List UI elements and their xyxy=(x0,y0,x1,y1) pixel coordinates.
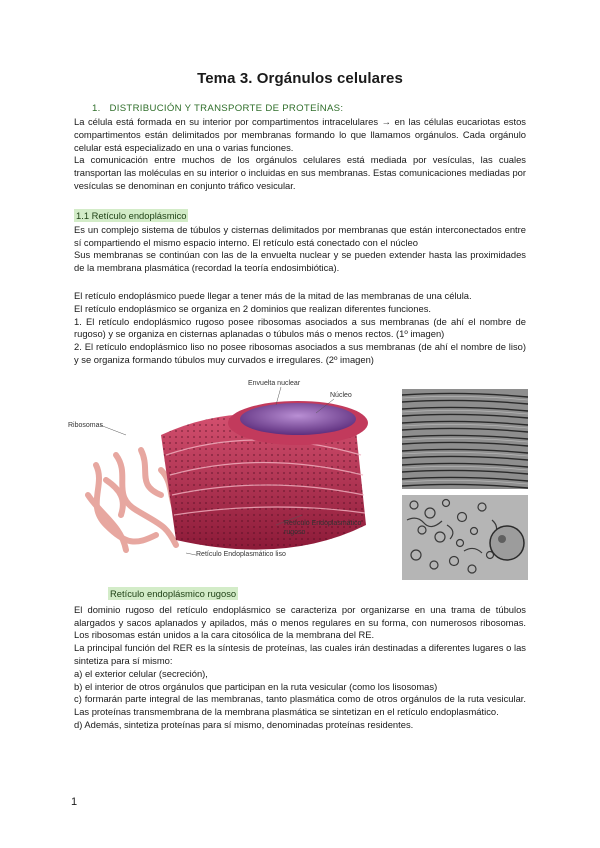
micrograph-rel xyxy=(402,495,528,580)
list-item: 2. El retículo endoplásmico liso no posee ribosomas asociados a sus membranas (de ahí el nombre de liso) y se organiza formando túbulos muy curvados e irregulares. (2º imagen) xyxy=(74,341,526,365)
paragraph: La principal función del RER es la síntesis de proteínas, las cuales irán destinadas a diferentes lugares o las sintetiza para sí mismo: xyxy=(74,642,526,666)
intro-paragraph: La comunicación entre muchos de los orgánulos celulares está mediada por vesículas, las cuales transportan las moléculas en su interior o incluidas en sus membranas. Estas comunicaciones mediadas por vesículas se denominan en conjunto tráfico vesicular. xyxy=(74,154,526,191)
label-rel: Retículo Endoplasmático liso xyxy=(196,551,286,558)
label-ribosomas: Ribosomas xyxy=(68,422,104,429)
paragraph: El retículo endoplásmico puede llegar a tener más de la mitad de las membranas de una célula. xyxy=(74,290,472,301)
intro-paragraph: La célula está formada en su interior por compartimentos intracelulares → en las células eucariotas estos compartimentos están delimitados por membranas formando lo que llamamos orgánulos. Cada orgánulo celular está especializado en una o varias funciones. xyxy=(74,116,526,153)
paragraph: Sus membranas se continúan con las de la envuelta nuclear y se pueden extender hasta las proximidades de la membrana plasmática (recordad la teoría endosimbiótica). xyxy=(74,249,526,274)
subsection-heading: 1.1 Retículo endoplásmico xyxy=(76,210,187,221)
page-title: Tema 3. Orgánulos celulares xyxy=(197,70,403,87)
intro-block xyxy=(74,116,526,193)
subsection-1-1 xyxy=(74,210,526,275)
label-nucleo: Núcleo xyxy=(330,392,352,399)
label-rer-2: rugoso xyxy=(284,529,306,536)
list-item: c) formarán parte integral de las membranas, tanto plasmática como de otros orgánulos de la ruta vesicular. Las proteínas transmembrana de la membrana plasmática se sintetizan en el retículo endoplasmático. xyxy=(74,693,526,718)
paragraph: El retículo endoplásmico se organiza en 2 dominios que realizan diferentes funciones. xyxy=(74,302,431,314)
section-heading-text: DISTRIBUCIÓN Y TRANSPORTE DE PROTEÍNAS: xyxy=(109,103,344,114)
section-number: 1. xyxy=(92,103,101,114)
paragraph: El dominio rugoso del retículo endoplásmico se caracteriza por organizarse en una trama de túbulos alargados y sacos aplanados y apilados, más o menos regulares en su forma, con numerosos ribosomas. Los ribosomas están unidos a la cara citosólica de la membrana del RE. xyxy=(74,603,526,641)
er-domains-block xyxy=(74,290,526,367)
nucleus-shape xyxy=(240,403,356,435)
paragraph: Es un complejo sistema de túbulos y cisternas delimitados por membranas que están interconectados entre sí compartiendo el mismo espacio interno. El retículo está conectado con el núcleo xyxy=(74,223,526,248)
er-illustration xyxy=(66,375,396,580)
er-figure xyxy=(66,375,536,580)
list-item: d) Además, sintetiza proteínas para sí mismo, denominadas proteínas residentes. xyxy=(74,718,414,730)
micrograph-rer xyxy=(402,389,528,489)
label-envuelta: Envuelta nuclear xyxy=(248,380,301,387)
list-item: 1. El retículo endoplásmico rugoso posee ribosomas asociados a sus membranas (de ahí el nombre de rugoso) y se organiza en cisternas aplanadas o túbulos más o menos rectos. (1º imagen) xyxy=(74,315,526,340)
list-item: b) el interior de otros orgánulos que participan en la ruta vesicular (como los lisosomas) xyxy=(74,680,438,692)
label-rer-1: Retículo Endoplasmático xyxy=(284,520,362,527)
section-heading xyxy=(92,103,343,114)
list-item: a) el exterior celular (secreción), xyxy=(74,667,208,679)
rer-section xyxy=(74,588,526,732)
rer-heading: Retículo endoplásmico rugoso xyxy=(110,588,237,599)
page-number: 1 xyxy=(71,796,78,808)
